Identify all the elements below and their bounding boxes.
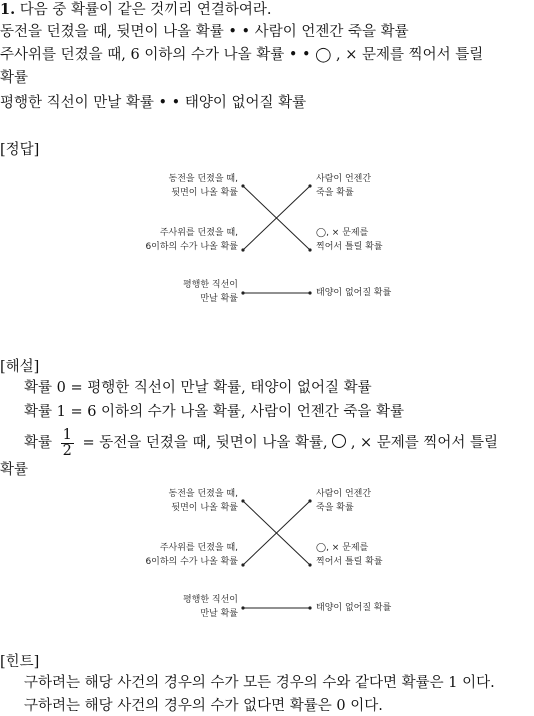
answer-header: [정답] [0, 142, 40, 158]
diagram-right-item: 태양이 없어질 확률 [316, 288, 392, 298]
dot [308, 499, 311, 502]
diagram-left-item: 평행한 직선이 만날 확률 [182, 280, 238, 304]
explanation-line-3 [24, 425, 498, 461]
hint-header: [힌트] [0, 654, 40, 670]
question-line-2: 주사위를 던졌을 때, 6 이하의 수가 나올 확률 • • ◯ , × 문제를 찍어서 틀릴 [0, 47, 484, 63]
diagram-left-item: 동전을 던졌을 때, 뒷면이 나올 확률 [168, 174, 238, 198]
diagram-right-item: 태양이 없어질 확률 [316, 603, 392, 613]
explanation-suffix: = 동전을 던졌을 때, 뒷면이 나올 확률, [82, 435, 328, 451]
answer-diagram [110, 168, 430, 318]
fraction [61, 428, 74, 459]
question-text: 다음 중 확률이 같은 것끼리 연결하여라. [19, 2, 272, 18]
diagram-right-item: ◯, × 문제를 찍어서 틀릴 확률 [316, 228, 383, 252]
fraction-denominator: 2 [62, 442, 72, 459]
diagram-right-item: 사람이 언젠간 죽을 확률 [316, 489, 372, 513]
explanation-line-2: 확률 1 = 6 이하의 수가 나올 확률, 사람이 언젠간 죽을 확률 [24, 404, 405, 420]
dot [241, 563, 244, 566]
diagram-right-item: ◯, × 문제를 찍어서 틀릴 확률 [316, 543, 383, 567]
explanation-line-1: 확률 0 = 평행한 직선이 만날 확률, 태양이 없어질 확률 [24, 380, 372, 396]
diagram-left-item: 주사위를 던졌을 때, 6이하의 수가 나올 확률 [145, 228, 238, 252]
question-number: 1. [0, 1, 16, 18]
diagram-right-item: 사람이 언젠간 죽을 확률 [316, 174, 372, 198]
question-title [0, 0, 272, 20]
dot [308, 248, 311, 251]
hint-line-1: 구하려는 해당 사건의 경우의 수가 모든 경우의 수와 같다면 확률은 1 이다. [24, 675, 495, 691]
dot [308, 291, 311, 294]
question-line-1: 동전을 던졌을 때, 뒷면이 나올 확률 • • 사람이 언젠간 죽을 확률 [0, 24, 409, 40]
dot [308, 184, 311, 187]
explanation-header: [해설] [0, 359, 40, 375]
diagram-left-item: 동전을 던졌을 때, 뒷면이 나올 확률 [168, 489, 238, 513]
diagram-left-item: 평행한 직선이 만날 확률 [182, 595, 238, 619]
hint-line-2: 구하려는 해당 사건의 경우의 수가 없다면 확률은 0 이다. [24, 698, 383, 714]
dot [241, 606, 244, 609]
explanation-prefix: 확률 [24, 435, 53, 451]
diagram-left-item: 주사위를 던졌을 때, 6이하의 수가 나올 확률 [145, 543, 238, 567]
question-line-2b: 확률 [0, 70, 29, 86]
dot [241, 184, 244, 187]
dot [308, 563, 311, 566]
question-line-3: 평행한 직선이 만날 확률 • • 태양이 없어질 확률 [0, 95, 307, 111]
dot [241, 291, 244, 294]
explanation-line-3b: 확률 [0, 462, 29, 478]
dot [241, 499, 244, 502]
dot [241, 248, 244, 251]
explanation-end: , × 문제를 찍어서 틀릴 [350, 435, 499, 451]
dot [308, 606, 311, 609]
circle-symbol [332, 434, 346, 448]
explanation-diagram [110, 483, 430, 633]
fraction-numerator: 1 [62, 426, 72, 443]
